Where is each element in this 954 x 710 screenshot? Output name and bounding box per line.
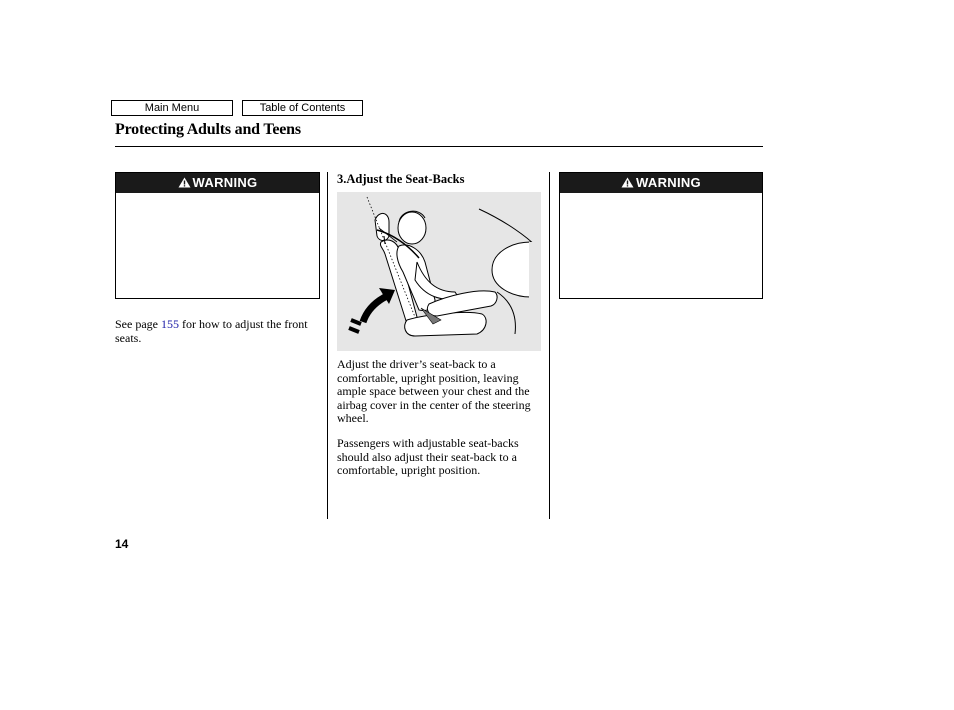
column-divider-1 [327,172,328,519]
seat-back-illustration-svg [337,192,541,351]
warning-label-left: WARNING [192,175,258,190]
warning-triangle-icon [178,177,191,188]
warning-box-right [559,172,763,299]
title-divider [115,146,763,147]
table-of-contents-button[interactable]: Table of Contents [242,100,363,116]
see-page-text [115,318,315,345]
page-155-link[interactable]: 155 [160,317,179,331]
warning-label-right: WARNING [636,175,701,190]
see-page-prefix: See page [115,317,161,331]
warning-triangle-icon [621,177,634,188]
paragraph-driver-seat: Adjust the driver’s seat-back to a comfortable, upright position, leaving ample space between your chest and the airbag cover in the center of the steering wheel. [337,357,531,425]
column-divider-2 [549,172,550,519]
page-number: 14 [115,537,129,551]
main-menu-button[interactable]: Main Menu [111,100,233,116]
see-page-suffix: for how to adjust the front seats. [115,317,308,345]
section-heading: 3.Adjust the Seat-Backs [337,172,465,186]
paragraph-passenger-seat: Passengers with adjustable seat-backs should also adjust their seat-back to a comfortable, upright position. [337,436,519,477]
page-title: Protecting Adults and Teens [115,121,301,138]
seat-back-illustration [337,192,541,351]
warning-header-left [116,173,319,193]
warning-header-right [560,173,762,193]
warning-box-left [115,172,320,299]
